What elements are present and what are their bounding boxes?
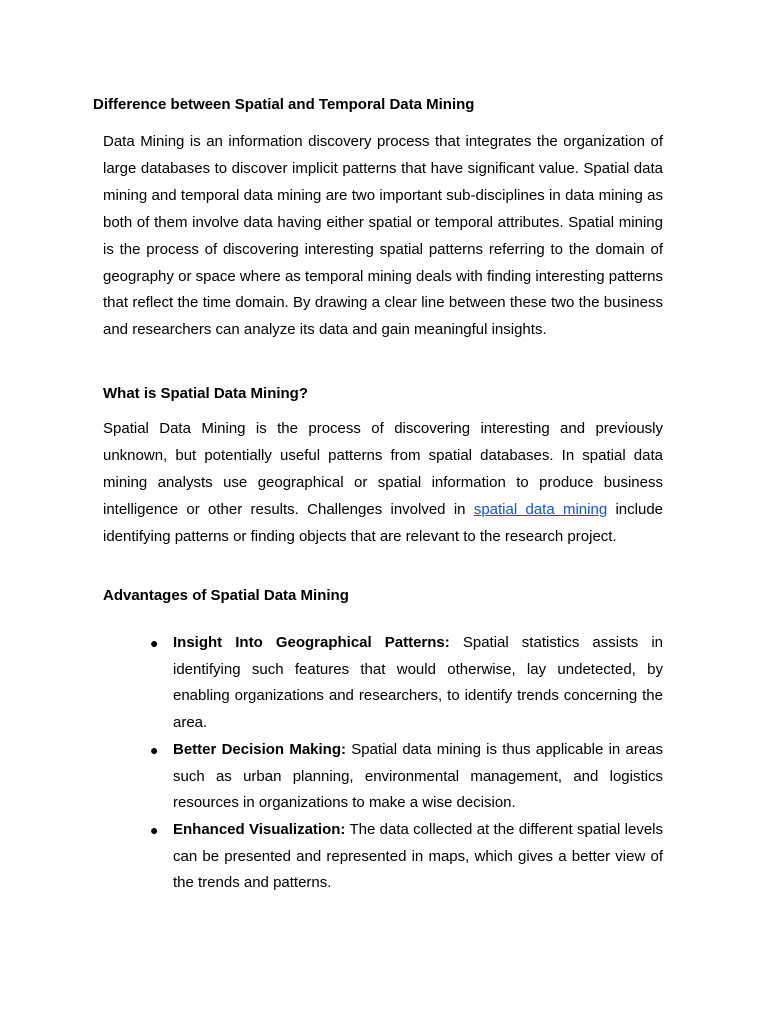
section-heading-advantages: Advantages of Spatial Data Mining: [103, 587, 349, 604]
list-item-text: The data collected at the different spatial levels can be presented and represented in maps, which gives a better view of the trends and patterns.: [173, 820, 663, 892]
list-item: [150, 817, 663, 897]
bullet-icon: ●: [150, 821, 159, 838]
list-item: [150, 630, 663, 737]
what-is-paragraph: [103, 416, 663, 551]
bullet-icon: ●: [150, 635, 159, 651]
spatial-data-mining-link[interactable]: spatial data mining: [473, 500, 608, 518]
what-is-text-after-link: include identifying patterns or finding objects that are relevant to the research project.: [103, 500, 664, 545]
list-item-text: Spatial statistics assists in identifying such features that would otherwise, lay undetected, by enabling organizations and researchers, to identify trends concerning the area.: [173, 634, 664, 732]
bullet-icon: ●: [150, 741, 159, 758]
section-heading-what-is: What is Spatial Data Mining?: [103, 385, 309, 402]
intro-paragraph: Data Mining is an information discovery process that integrates the organization of large databases to discover implicit patterns that have significant value. Spatial data mining and temporal data mining are two important sub-disciplines in data mining as both of them involve data having either spatial or temporal attributes. Spatial mining is the process of discovering interesting spatial patterns referring to the domain of geography or space where as temporal mining deals with finding interesting patterns that reflect the time domain. By drawing a clear line between these two the business and researchers can analyze its data and gain meaningful insights.: [103, 133, 663, 339]
list-item-label: Better Decision Making:: [173, 740, 346, 758]
list-item: [150, 737, 663, 817]
list-item-label: Enhanced Visualization:: [173, 820, 346, 838]
document-title: Difference between Spatial and Temporal Data Mining: [93, 96, 475, 113]
advantages-list: [150, 630, 663, 897]
list-item-text: Spatial data mining is thus applicable in areas such as urban planning, environmental management, and logistics resources in organizations to make a wise decision.: [173, 740, 663, 812]
what-is-text-before-link: Spatial Data Mining is the process of discovering interesting and previously unknown, but potentially useful patterns from spatial databases. In spatial data mining analysts use geographical or spatial information to produce business intelligence or other results. Challenges involved in: [103, 420, 663, 518]
list-item-label: Insight Into Geographical Patterns:: [173, 634, 450, 651]
